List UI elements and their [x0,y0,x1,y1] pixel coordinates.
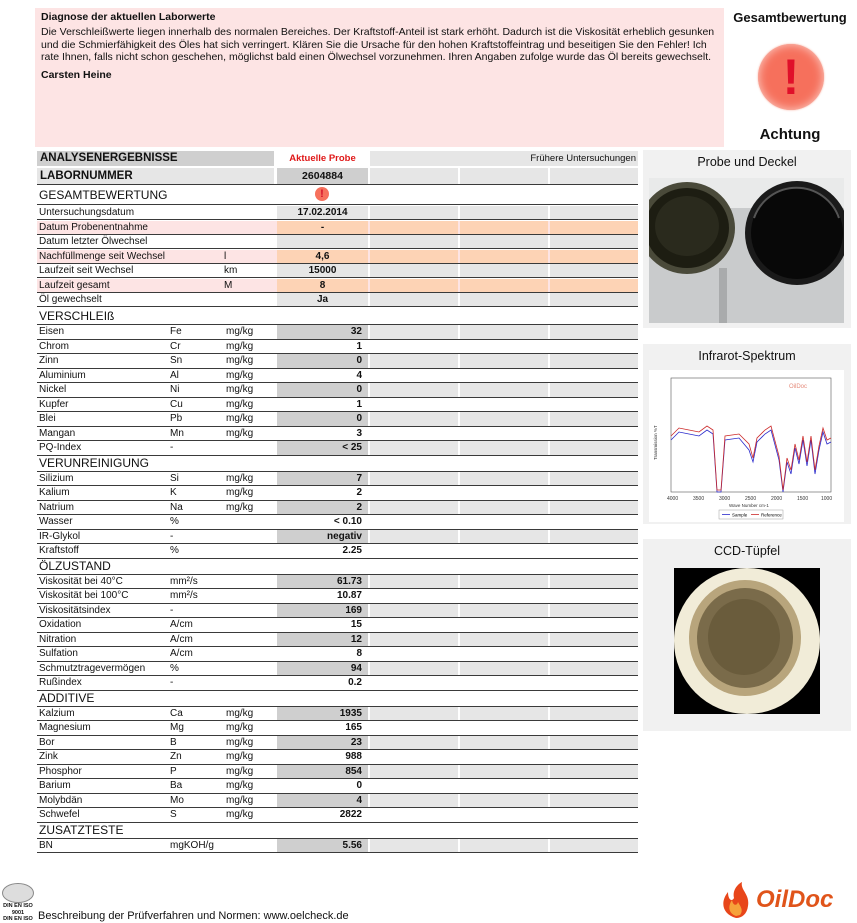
probe-title: Probe und Deckel [697,155,797,169]
row-value: 10.87 [336,590,362,601]
row-label: Mangan [39,427,76,439]
row-unit [226,633,276,647]
row-unit [226,604,276,618]
ir-legend-sample: Sample [732,512,748,518]
row-symbol: A/cm [170,648,193,659]
row-label: Magnesium [39,722,91,733]
row-symbol: Mg [170,722,184,733]
row-value: 12 [277,633,368,647]
ir-legend-reference: Reference [761,512,782,518]
info-label: Nachfüllmenge seit Wechsel [39,251,165,262]
row-value: 0 [277,354,368,368]
row-symbol: Fe [170,326,182,337]
row-label: Silizium [39,472,74,484]
info-label: Datum letzter Ölwechsel [39,236,148,247]
table-row [37,662,638,677]
row-label: Eisen [39,326,65,337]
row-unit: mg/kg [226,794,254,806]
table-row [37,544,638,559]
row-symbol: Ni [170,384,180,395]
row-value: 61.73 [277,575,368,589]
row-value: 1935 [277,707,368,721]
row-value: 988 [345,751,362,762]
row-label: Phosphor [39,765,82,777]
table-row [37,589,638,604]
labnumber-label: LABORNUMMER [37,168,274,184]
section-title: VERSCHLEIß [39,309,115,323]
info-value: 4,6 [277,250,368,263]
ccd-title: CCD-Tüpfel [714,544,780,558]
row-value: < 0.10 [333,516,362,527]
table-row [37,721,638,736]
oildoc-logo [716,880,854,920]
row-symbol: mgKOH/g [170,839,214,851]
info-row [37,264,638,278]
info-unit [224,206,274,219]
row-label: Viskositätsindex [39,604,111,616]
table-row [37,412,638,427]
overall-row [37,186,638,205]
row-symbol: mm²/s [170,575,198,587]
row-unit: mg/kg [226,487,254,498]
row-symbol: - [170,677,174,688]
row-label: Oxidation [39,619,82,630]
info-row [37,293,638,307]
row-unit [226,676,276,690]
row-unit: mg/kg [226,472,254,484]
row-label: Aluminium [39,369,86,381]
table-row [37,794,638,809]
row-unit: mg/kg [226,780,254,791]
table-row [37,486,638,501]
info-label: Öl gewechselt [39,294,102,305]
ir-spectrum-chart [649,370,844,522]
row-symbol: Sn [170,355,183,366]
row-label: Chrom [39,340,70,352]
row-label: Viskosität bei 40°C [39,575,123,587]
ir-watermark: OilDoc [789,384,808,390]
ir-tick: 2000 [771,496,783,502]
row-label: Wasser [39,516,73,527]
row-label: Zinn [39,355,59,366]
row-unit: mg/kg [226,765,254,777]
overall-row-label: GESAMTBEWERTUNG [39,188,168,202]
row-symbol: - [170,604,174,616]
row-value: 5.56 [277,839,368,853]
section-header [37,309,638,325]
row-label: Kalzium [39,707,75,719]
row-label: Schwefel [39,809,80,820]
ir-title: Infrarot-Spektrum [698,349,796,363]
overall-row-icon-cell [277,186,368,204]
row-symbol: % [170,516,179,527]
footer-text: Beschreibung der Prüfverfahren und Normen: www.oelcheck.de [38,910,349,922]
info-unit: M [224,280,233,291]
diagnosis-title: Diagnose der aktuellen Laborwerte [41,11,216,23]
row-unit: mg/kg [226,413,254,424]
row-value: 94 [277,662,368,676]
section-header [37,559,638,575]
labnumber-value: 2604884 [277,168,368,184]
ir-tick: 3500 [693,496,705,502]
section-header [37,456,638,472]
row-unit [226,618,276,632]
table-row [37,398,638,413]
row-value: 169 [277,604,368,618]
sample-photo [649,178,844,323]
row-label: BN [39,839,53,851]
row-symbol: Na [170,501,183,513]
overall-title: Gesamtbewertung [733,10,847,25]
info-value: 17.02.2014 [277,206,368,219]
row-value: 1 [356,398,362,410]
row-value: 1 [356,340,362,352]
table-row [37,340,638,355]
row-symbol: K [170,487,177,498]
section-header [37,691,638,707]
row-value: 4 [356,369,362,381]
row-unit [226,839,276,853]
diagnosis-text: Die Verschleißwerte liegen innerhalb des normalen Bereiches. Der Kraftstoff-Anteil ist stark erhöht. Dadurch ist die Viskosität erheblich gesunken und die Schmierfähigkeit des Öles hat sich verringert. Klären Sie die Ursache für den hohen Kraftstoffeintrag und beseitigen Sie den Fehler! Ich rate Ihnen, falls nicht schon geschehen, möglichst bald einen Ölwechsel vorzunehmen. Ihren Angaben zufolge wurde das Öl bereits gewechselt. [41,26,715,64]
row-label: Nickel [39,384,67,395]
row-value: 0 [277,383,368,397]
row-unit [226,441,276,455]
section-title: ADDITIVE [39,690,95,705]
table-row [37,765,638,780]
info-value: Ja [277,293,368,306]
info-row [37,250,638,264]
table-row [37,618,638,633]
flame-icon [716,880,756,920]
prior-tests-label: Frühere Untersuchungen [370,151,638,166]
row-unit: mg/kg [226,369,254,381]
table-row [37,515,638,530]
diagnosis-box [35,8,724,147]
row-unit: mg/kg [226,722,254,733]
table-row [37,369,638,384]
table-row [37,779,638,794]
row-label: Viskosität bei 100°C [39,590,129,601]
row-label: Natrium [39,501,75,513]
row-label: Nitration [39,633,77,645]
row-label: Kraftstoff [39,545,79,556]
row-symbol: mm²/s [170,590,198,601]
row-value: 0.2 [348,677,362,688]
row-unit: mg/kg [226,809,254,820]
table-row [37,676,638,691]
row-label: Kupfer [39,398,69,410]
probe-panel [643,150,851,328]
cert-line: DIN EN ISO [3,916,33,922]
row-label: Zink [39,751,58,762]
table-row [37,501,638,516]
analysis-title: ANALYSENERGEBNISSE [37,151,274,166]
row-unit [226,662,276,676]
row-value: 3 [356,427,362,439]
info-label: Datum Probenentnahme [39,222,148,233]
row-value: 7 [277,472,368,486]
table-row [37,647,638,662]
row-value: 2 [356,487,362,498]
ir-tick: 4000 [667,496,679,502]
row-value: 2 [277,501,368,515]
ir-tick: 2500 [745,496,757,502]
row-symbol: B [170,736,177,748]
section-title: VERUNREINIGUNG [39,455,150,470]
row-label: Rußindex [39,677,82,688]
table-row [37,707,638,722]
row-value: 0 [356,780,362,791]
info-unit [224,235,274,248]
row-symbol: Cu [170,398,183,410]
row-symbol: - [170,530,174,542]
row-unit: mg/kg [226,340,254,352]
row-value: 32 [277,325,368,339]
table-row [37,383,638,398]
ir-ylabel: Transmission %T [653,425,658,460]
table-row [37,736,638,751]
row-unit [226,575,276,589]
table-row [37,750,638,765]
row-unit: mg/kg [226,707,254,719]
row-symbol: Mo [170,794,184,806]
row-unit [226,647,276,661]
row-symbol: Zn [170,751,182,762]
row-value: < 25 [277,441,368,455]
info-unit: km [224,265,238,276]
ir-panel [643,344,851,524]
row-value: 15 [350,619,362,630]
row-value: 165 [345,722,362,733]
table-row [37,325,638,340]
row-label: Kalium [39,487,70,498]
table-row [37,604,638,619]
section-title: ZUSATZTESTE [39,822,124,837]
table-row [37,441,638,456]
brand-name: OilDoc [756,886,834,913]
row-unit: mg/kg [226,398,254,410]
row-symbol: Cr [170,340,181,352]
ir-tick: 1500 [797,496,809,502]
info-value: - [277,221,368,234]
cert-line: DIN EN ISO [3,903,33,909]
row-label: Sulfation [39,648,78,659]
current-sample-label: Aktuelle Probe [289,153,356,164]
row-unit [226,544,276,558]
row-symbol: % [170,662,179,674]
row-value: 8 [356,648,362,659]
ccd-spot-image [674,568,820,714]
diagnosis-signature: Carsten Heine [41,68,112,81]
table-row [37,808,638,823]
row-label: Bor [39,736,55,748]
row-label: IR-Glykol [39,530,81,542]
row-value: 4 [277,794,368,808]
table-row [37,633,638,648]
ir-tick: 3000 [719,496,731,502]
row-value: 2.25 [342,545,362,556]
row-label: PQ-Index [39,442,82,453]
info-label: Untersuchungsdatum [39,207,135,218]
row-unit: mg/kg [226,736,254,748]
info-value: 15000 [277,264,368,277]
row-symbol: A/cm [170,633,193,645]
warning-small-icon: ! [315,187,329,201]
row-unit: mg/kg [226,751,254,762]
row-symbol: Ca [170,707,183,719]
row-value: 854 [277,765,368,779]
row-label: Schmutztragevermögen [39,662,146,674]
row-label: Molybdän [39,794,83,806]
table-row [37,575,638,590]
ir-xlabel: Wave Number cm-1 [729,503,769,508]
row-symbol: Al [170,369,179,381]
row-unit [226,530,276,544]
row-value: 23 [277,736,368,750]
row-symbol: A/cm [170,619,193,630]
info-unit [224,293,274,306]
row-value: negativ [277,530,368,544]
certification-logo [2,883,34,921]
row-unit: mg/kg [226,427,254,439]
info-label: Laufzeit seit Wechsel [39,265,134,276]
table-header [37,151,638,166]
info-unit [224,221,274,234]
table-row [37,354,638,369]
info-value: 8 [277,279,368,292]
row-symbol: % [170,545,179,556]
table-row [37,530,638,545]
row-unit: mg/kg [226,501,254,513]
row-label: Blei [39,413,56,424]
row-unit [226,589,276,603]
info-row [37,235,638,249]
overall-label: Achtung [759,126,821,143]
labnumber-row [37,168,638,185]
info-label: Laufzeit gesamt [39,280,110,291]
row-value: 2822 [339,809,362,820]
row-symbol: Ba [170,780,183,791]
section-title: ÖLZUSTAND [39,558,111,573]
row-unit: mg/kg [226,326,254,337]
row-label: Barium [39,780,71,791]
ir-tick: 1000 [821,496,833,502]
table-row [37,427,638,442]
row-symbol: Pb [170,413,183,424]
info-unit: l [224,251,227,262]
info-value [277,235,368,248]
cert-line: 9001 [11,909,25,916]
info-row [37,206,638,220]
table-row [37,839,638,854]
row-unit: mg/kg [226,384,254,395]
info-row [37,221,638,235]
row-symbol: P [170,765,177,777]
row-unit: mg/kg [226,355,254,366]
row-symbol: - [170,442,174,453]
row-symbol: S [170,809,177,820]
row-value: 0 [277,412,368,426]
info-row [37,279,638,293]
warning-exclamation-icon: ! [758,44,824,110]
row-symbol: Mn [170,427,184,439]
section-header [37,823,638,839]
table-row [37,472,638,487]
ccd-panel [643,539,851,731]
row-symbol: Si [170,472,179,484]
row-unit [226,515,276,529]
